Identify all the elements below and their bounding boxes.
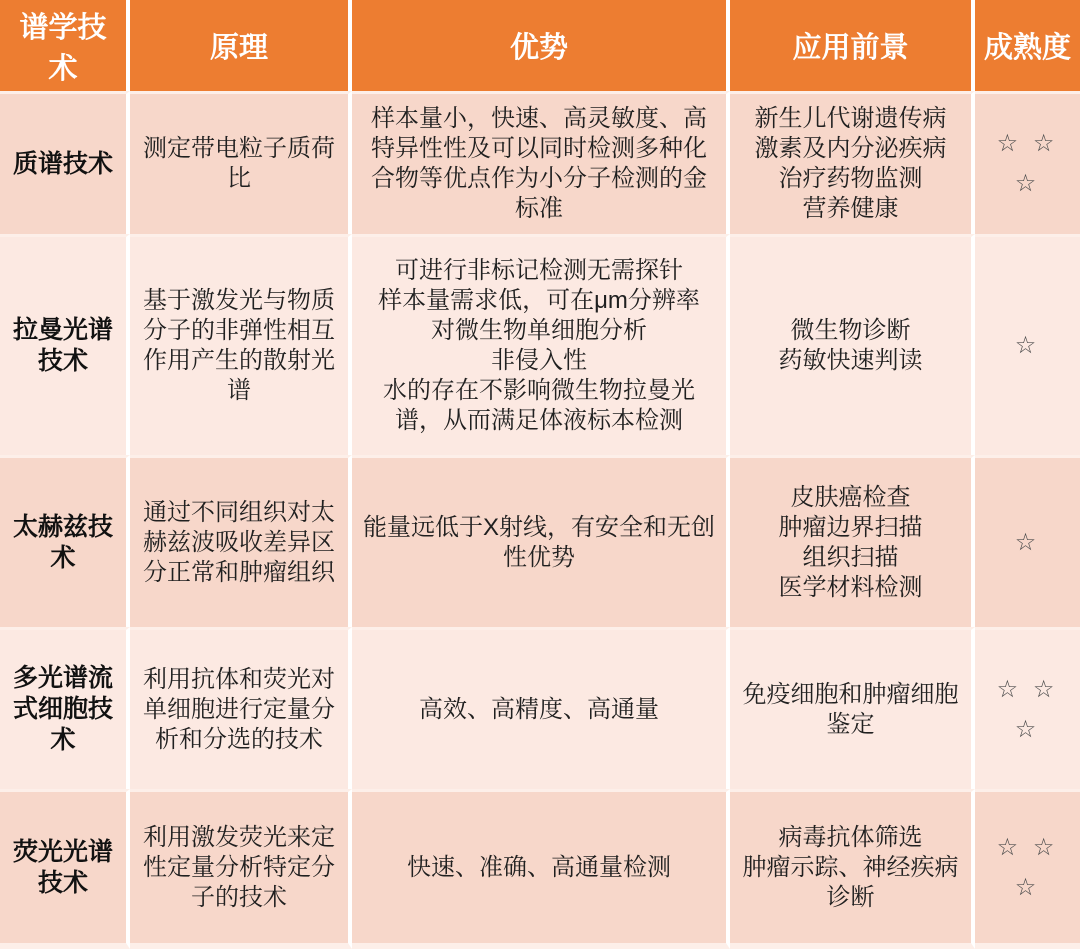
header-cell-principle: 原理 xyxy=(130,0,352,91)
applications-cell: 病毒抗体筛选 肿瘤示踪、神经疾病诊断 xyxy=(730,789,975,949)
advantages-cell: 能量远低于X射线，有安全和无创性优势 xyxy=(352,455,730,627)
tech-cell: 多光谱流式细胞技术 xyxy=(0,627,130,789)
applications-cell: 微生物诊断 药敏快速判读 xyxy=(730,234,975,455)
principle-cell: 基于激发光与物质分子的非弹性相互作用产生的散射光谱 xyxy=(130,234,352,455)
tech-cell: 荧光光谱技术 xyxy=(0,789,130,949)
tech-cell: 拉曼光谱技术 xyxy=(0,234,130,455)
applications-cell: 新生儿代谢遗传病 激素及内分泌疾病 治疗药物监测 营养健康 xyxy=(730,91,975,234)
principle-cell: 利用激发荧光来定性定量分析特定分子的技术 xyxy=(130,789,352,949)
principle-cell: 利用抗体和荧光对单细胞进行定量分析和分选的技术 xyxy=(130,627,352,789)
table-row-raman xyxy=(0,234,1080,455)
tech-cell: 质谱技术 xyxy=(0,91,130,234)
header-cell-advantages: 优势 xyxy=(352,0,730,91)
header-cell-maturity: 成熟度 xyxy=(975,0,1080,91)
principle-cell: 测定带电粒子质荷比 xyxy=(130,91,352,234)
table-header-row xyxy=(0,0,1080,91)
advantages-cell: 样本量小，快速、高灵敏度、高特异性性及可以同时检测多种化合物等优点作为小分子检测的金标准 xyxy=(352,91,730,234)
maturity-stars: ☆ ☆ ☆ xyxy=(975,91,1080,234)
maturity-stars: ☆ xyxy=(975,234,1080,455)
applications-cell: 皮肤癌检查 肿瘤边界扫描 组织扫描 医学材料检测 xyxy=(730,455,975,627)
advantages-cell: 可进行非标记检测无需探针 样本量需求低，可在μm分辨率 对微生物单细胞分析 非侵入性 水的存在不影响微生物拉曼光谱，从而满足体液标本检测 xyxy=(352,234,730,455)
tech-cell: 太赫兹技术 xyxy=(0,455,130,627)
table-row-terahertz xyxy=(0,455,1080,627)
principle-cell: 通过不同组织对太赫兹波吸收差异区分正常和肿瘤组织 xyxy=(130,455,352,627)
applications-cell: 免疫细胞和肿瘤细胞鉴定 xyxy=(730,627,975,789)
advantages-cell: 快速、准确、高通量检测 xyxy=(352,789,730,949)
header-cell-tech: 谱学技术 xyxy=(0,0,130,91)
maturity-stars: ☆ ☆ ☆ xyxy=(975,627,1080,789)
maturity-stars: ☆ ☆ ☆ xyxy=(975,789,1080,949)
table-row-fluorescence xyxy=(0,789,1080,949)
advantages-cell: 高效、高精度、高通量 xyxy=(352,627,730,789)
maturity-stars: ☆ xyxy=(975,455,1080,627)
header-cell-applications: 应用前景 xyxy=(730,0,975,91)
table-row-mass-spectrometry xyxy=(0,91,1080,234)
table-row-multispectral-flow-cytometry xyxy=(0,627,1080,789)
